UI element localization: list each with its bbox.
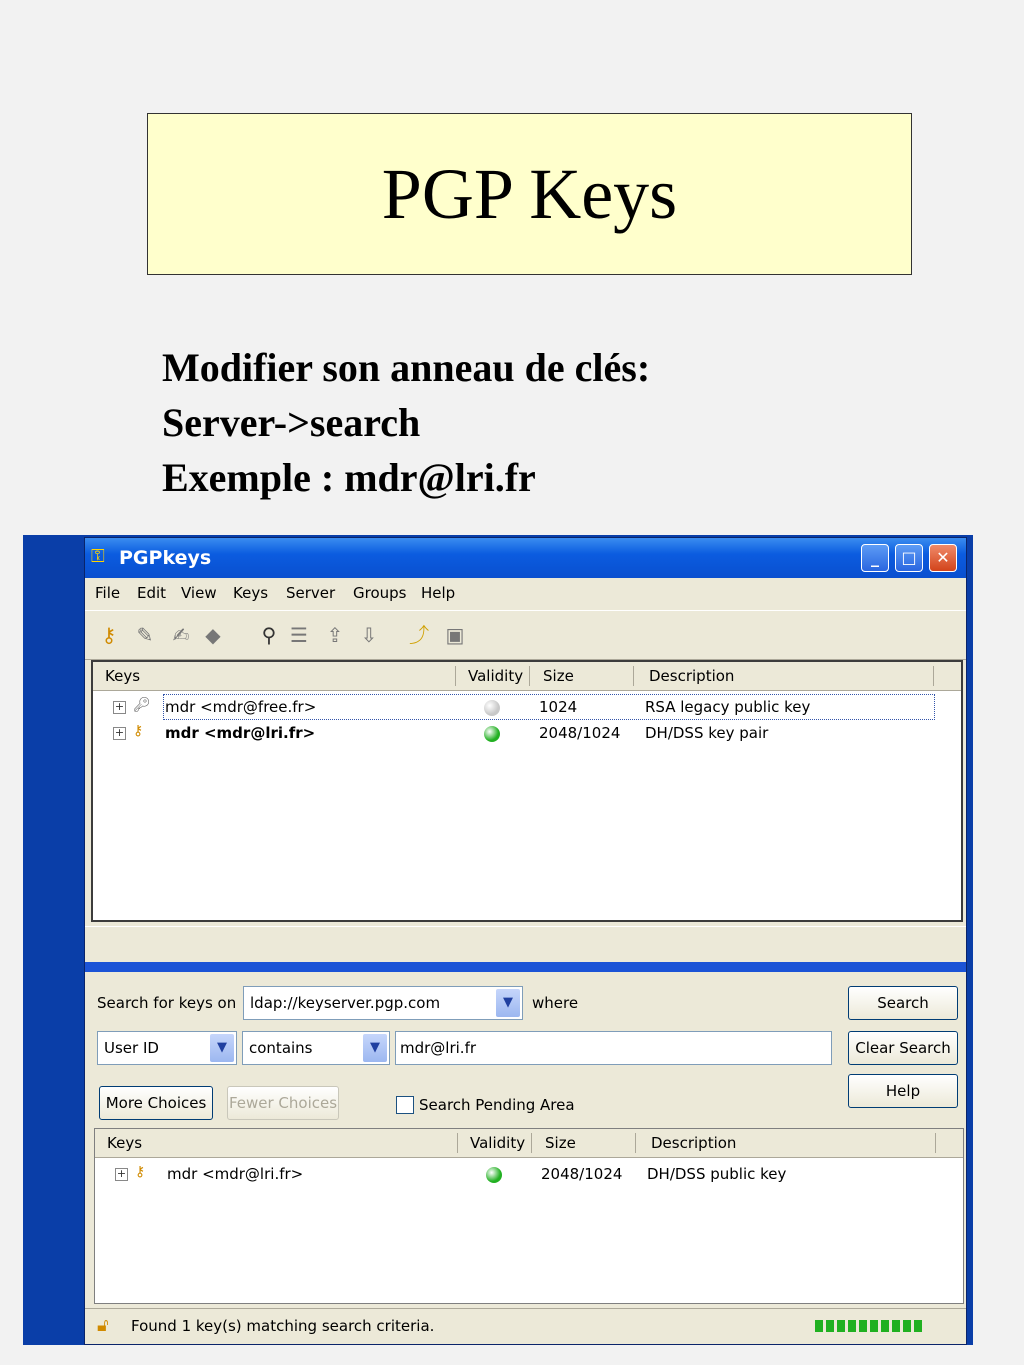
properties-icon[interactable]: ☰ (290, 623, 308, 647)
chevron-down-icon[interactable]: ▼ (363, 1034, 387, 1062)
chevron-down-icon[interactable]: ▼ (496, 989, 520, 1017)
keypair-icon: ⚷ (133, 723, 144, 739)
pgpkeys-window (84, 537, 967, 1345)
maximize-button[interactable]: □ (895, 544, 923, 572)
keyring-row-1[interactable] (93, 694, 961, 720)
search-button[interactable]: Search (848, 986, 958, 1020)
validity-dot (484, 726, 500, 742)
keyring-row-2[interactable] (93, 720, 961, 746)
slide-line-3: Exemple : mdr@lri.fr (162, 455, 536, 500)
col-divider[interactable] (457, 1133, 458, 1153)
expand-icon[interactable]: + (114, 726, 125, 739)
server-select[interactable] (243, 986, 523, 1020)
minimize-button[interactable]: _ (861, 544, 889, 572)
col-size[interactable]: Size (543, 667, 574, 685)
col-divider[interactable] (935, 1133, 936, 1153)
menu-help[interactable]: Help (421, 584, 456, 602)
col-validity[interactable]: Validity (468, 667, 524, 685)
key-size: 1024 (539, 698, 578, 716)
window-title: PGPkeys (119, 547, 212, 569)
operator-value: contains (249, 1039, 313, 1057)
key-description: DH/DSS public key (647, 1165, 787, 1183)
key-name: mdr <mdr@lri.fr> (167, 1165, 304, 1183)
progress-indicator (815, 1320, 939, 1334)
operator-select[interactable] (242, 1031, 390, 1065)
key-name: mdr <mdr@lri.fr> (165, 724, 316, 742)
col-divider[interactable] (933, 666, 934, 686)
search-label: Search for keys on (97, 994, 237, 1012)
col-keys[interactable]: Keys (105, 667, 141, 685)
menubar (85, 580, 966, 606)
key-description: DH/DSS key pair (645, 724, 769, 742)
expand-icon[interactable]: + (116, 1167, 127, 1180)
result-row-1[interactable] (95, 1161, 963, 1187)
col-divider[interactable] (635, 1133, 636, 1153)
col-description[interactable]: Description (651, 1134, 737, 1152)
toolbar (85, 610, 966, 660)
key-size: 2048/1024 (539, 724, 621, 742)
slide-text (162, 340, 650, 505)
key-description: RSA legacy public key (645, 698, 811, 716)
menu-file[interactable]: File (95, 584, 121, 602)
search-value-input[interactable] (395, 1031, 832, 1065)
keys-app-icon: ⚿ (91, 546, 105, 567)
attribute-value: User ID (104, 1039, 159, 1057)
col-divider[interactable] (529, 666, 530, 686)
menu-edit[interactable]: Edit (137, 584, 167, 602)
sign-icon[interactable]: ✍ (172, 623, 190, 647)
revoke-icon[interactable]: ✎ (136, 623, 154, 647)
key-icon: 🔑︎ (133, 697, 151, 713)
col-size[interactable]: Size (545, 1134, 576, 1152)
key-size: 2048/1024 (541, 1165, 623, 1183)
close-button[interactable]: ✕ (929, 544, 957, 572)
export-icon[interactable]: ▣ (445, 623, 465, 647)
fewer-choices-button[interactable]: Fewer Choices (227, 1086, 339, 1120)
search-pending-checkbox[interactable] (396, 1096, 414, 1114)
window-titlebar[interactable] (85, 538, 966, 578)
validity-dot (486, 1167, 502, 1183)
import-icon[interactable]: ⤴ (409, 623, 429, 647)
where-label: where (532, 994, 579, 1012)
more-choices-button[interactable]: More Choices (99, 1086, 213, 1120)
help-button[interactable]: Help (848, 1074, 958, 1108)
col-divider[interactable] (455, 666, 456, 686)
col-validity[interactable]: Validity (470, 1134, 526, 1152)
enable-icon[interactable]: ◆ (205, 623, 221, 647)
status-bar (85, 1308, 966, 1345)
col-divider[interactable] (531, 1133, 532, 1153)
keyring-status-strip (85, 926, 966, 961)
chevron-down-icon[interactable]: ▼ (210, 1034, 234, 1062)
col-divider[interactable] (633, 666, 634, 686)
slide-title-box (147, 113, 912, 275)
server-value: ldap://keyserver.pgp.com (250, 994, 441, 1012)
col-keys[interactable]: Keys (107, 1134, 143, 1152)
slide-line-2: Server->search (162, 400, 421, 445)
status-text: Found 1 key(s) matching search criteria. (131, 1317, 435, 1335)
col-description[interactable]: Description (649, 667, 735, 685)
get-key-icon[interactable]: ⇩ (360, 623, 378, 647)
attribute-select[interactable] (97, 1031, 237, 1065)
send-key-icon[interactable]: ⇪ (326, 623, 344, 647)
search-results-list (94, 1128, 964, 1304)
search-pending-label: Search Pending Area (419, 1096, 575, 1114)
public-key-icon: ⚷ (135, 1164, 146, 1180)
validity-dot (484, 700, 500, 716)
menu-groups[interactable]: Groups (353, 584, 407, 602)
lock-icon: 🔓︎ (97, 1315, 109, 1336)
expand-icon[interactable]: + (114, 700, 125, 713)
menu-view[interactable]: View (181, 584, 217, 602)
results-header (95, 1129, 963, 1158)
key-name: mdr <mdr@free.fr> (165, 698, 317, 716)
slide-title: PGP Keys (381, 153, 678, 234)
search-value: mdr@lri.fr (400, 1039, 477, 1057)
panel-divider (85, 962, 966, 972)
menu-server[interactable]: Server (286, 584, 336, 602)
menu-keys[interactable]: Keys (233, 584, 269, 602)
keyring-list (91, 660, 963, 922)
slide-line-1: Modifier son anneau de clés: (162, 345, 651, 390)
clear-search-button[interactable]: Clear Search (848, 1031, 958, 1065)
keyring-header (93, 662, 961, 691)
new-key-icon[interactable]: ⚷ (101, 623, 117, 647)
search-icon[interactable]: ⚲ (261, 623, 277, 647)
